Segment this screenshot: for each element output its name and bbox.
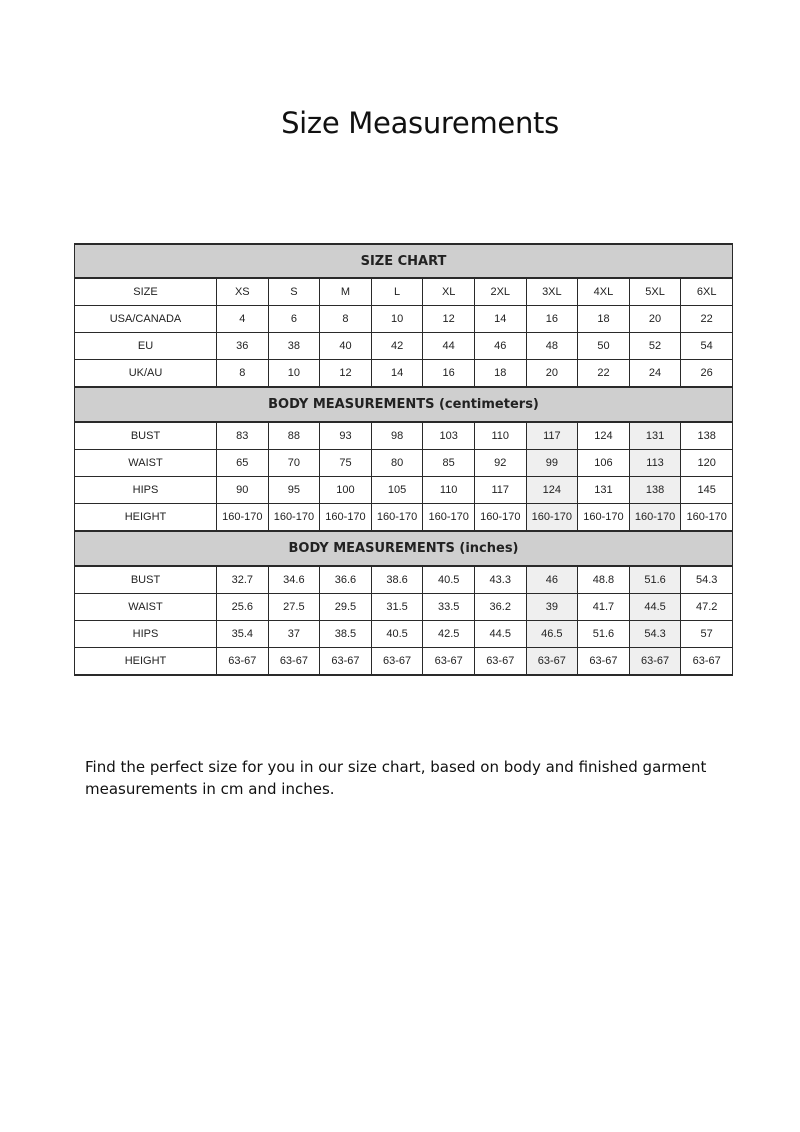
table-cell: 4XL <box>578 278 630 306</box>
row-label: HIPS <box>75 477 217 504</box>
table-cell: 63-67 <box>578 648 630 676</box>
table-cell: 98 <box>371 422 423 450</box>
size-chart-heading: SIZE CHART <box>75 244 733 278</box>
table-cell: 5XL <box>629 278 681 306</box>
table-cell: 70 <box>268 450 320 477</box>
table-cell: 113 <box>629 450 681 477</box>
table-cell: 124 <box>526 477 578 504</box>
row-label: UK/AU <box>75 360 217 388</box>
table-cell: 10 <box>268 360 320 388</box>
table-row <box>75 422 733 450</box>
table-cell: 63-67 <box>681 648 733 676</box>
table-cell: 20 <box>526 360 578 388</box>
table-cell: 46 <box>526 566 578 594</box>
table-cell: 40.5 <box>371 621 423 648</box>
table-cell: 63-67 <box>629 648 681 676</box>
table-cell: 44 <box>423 333 475 360</box>
table-cell: 33.5 <box>423 594 475 621</box>
table-cell: 160-170 <box>578 504 630 532</box>
body-cm-heading: BODY MEASUREMENTS (centimeters) <box>75 387 733 422</box>
table-cell: 14 <box>474 306 526 333</box>
table-cell: M <box>320 278 372 306</box>
table-cell: 32.7 <box>217 566 269 594</box>
table-cell: 6XL <box>681 278 733 306</box>
table-cell: 16 <box>423 360 475 388</box>
table-cell: 26 <box>681 360 733 388</box>
table-cell: 6 <box>268 306 320 333</box>
table-cell: 35.4 <box>217 621 269 648</box>
table-cell: 46 <box>474 333 526 360</box>
table-cell: 27.5 <box>268 594 320 621</box>
table-cell: 12 <box>423 306 475 333</box>
table-row <box>75 621 733 648</box>
table-row <box>75 278 733 306</box>
body-in-heading-row <box>75 531 733 566</box>
page-title: Size Measurements <box>281 106 559 140</box>
table-cell: 160-170 <box>474 504 526 532</box>
table-cell: 37 <box>268 621 320 648</box>
table-cell: 63-67 <box>474 648 526 676</box>
row-label: USA/CANADA <box>75 306 217 333</box>
row-label: WAIST <box>75 594 217 621</box>
table-cell: 48 <box>526 333 578 360</box>
table-cell: 145 <box>681 477 733 504</box>
table-row <box>75 566 733 594</box>
table-cell: 4 <box>217 306 269 333</box>
table-cell: 160-170 <box>371 504 423 532</box>
table-cell: 63-67 <box>526 648 578 676</box>
table-cell: 3XL <box>526 278 578 306</box>
body-cm-heading-row <box>75 387 733 422</box>
table-cell: 103 <box>423 422 475 450</box>
table-cell: 160-170 <box>423 504 475 532</box>
table-cell: 51.6 <box>578 621 630 648</box>
table-cell: 138 <box>629 477 681 504</box>
table-cell: 14 <box>371 360 423 388</box>
table-cell: 36.6 <box>320 566 372 594</box>
row-label: BUST <box>75 566 217 594</box>
size-chart-table <box>74 243 733 676</box>
table-cell: 12 <box>320 360 372 388</box>
table-cell: 131 <box>629 422 681 450</box>
table-cell: 63-67 <box>371 648 423 676</box>
table-row <box>75 360 733 388</box>
table-cell: 65 <box>217 450 269 477</box>
table-cell: 29.5 <box>320 594 372 621</box>
table-cell: 63-67 <box>268 648 320 676</box>
table-cell: 160-170 <box>320 504 372 532</box>
table-cell: 40 <box>320 333 372 360</box>
table-cell: 20 <box>629 306 681 333</box>
table-row <box>75 477 733 504</box>
table-cell: 160-170 <box>217 504 269 532</box>
table-row <box>75 594 733 621</box>
table-cell: 160-170 <box>268 504 320 532</box>
table-row <box>75 450 733 477</box>
table-cell: 18 <box>578 306 630 333</box>
table-cell: XL <box>423 278 475 306</box>
row-label: SIZE <box>75 278 217 306</box>
table-cell: 93 <box>320 422 372 450</box>
table-cell: 54 <box>681 333 733 360</box>
table-cell: 85 <box>423 450 475 477</box>
size-chart-heading-row <box>75 244 733 278</box>
table-cell: 54.3 <box>629 621 681 648</box>
table-cell: L <box>371 278 423 306</box>
table-cell: 117 <box>526 422 578 450</box>
table-cell: 90 <box>217 477 269 504</box>
table-cell: 22 <box>578 360 630 388</box>
table-cell: 43.3 <box>474 566 526 594</box>
table-cell: 138 <box>681 422 733 450</box>
table-row <box>75 306 733 333</box>
table-cell: 110 <box>423 477 475 504</box>
table-cell: 38 <box>268 333 320 360</box>
table-cell: 44.5 <box>629 594 681 621</box>
table-cell: 63-67 <box>217 648 269 676</box>
table-cell: 16 <box>526 306 578 333</box>
table-cell: 48.8 <box>578 566 630 594</box>
table-cell: 83 <box>217 422 269 450</box>
table-cell: 22 <box>681 306 733 333</box>
table-row <box>75 504 733 532</box>
table-cell: 2XL <box>474 278 526 306</box>
table-cell: 92 <box>474 450 526 477</box>
table-row <box>75 333 733 360</box>
row-label: HIPS <box>75 621 217 648</box>
table-cell: 39 <box>526 594 578 621</box>
row-label: BUST <box>75 422 217 450</box>
table-cell: 46.5 <box>526 621 578 648</box>
table-cell: 10 <box>371 306 423 333</box>
table-cell: 52 <box>629 333 681 360</box>
table-cell: S <box>268 278 320 306</box>
table-cell: 63-67 <box>320 648 372 676</box>
table-cell: 57 <box>681 621 733 648</box>
row-label: HEIGHT <box>75 504 217 532</box>
table-cell: 25.6 <box>217 594 269 621</box>
table-cell: 18 <box>474 360 526 388</box>
table-cell: 88 <box>268 422 320 450</box>
table-cell: 42 <box>371 333 423 360</box>
table-cell: 31.5 <box>371 594 423 621</box>
table-cell: 131 <box>578 477 630 504</box>
table-cell: 41.7 <box>578 594 630 621</box>
table-cell: 40.5 <box>423 566 475 594</box>
row-label: EU <box>75 333 217 360</box>
table-cell: 63-67 <box>423 648 475 676</box>
table-cell: 8 <box>320 306 372 333</box>
table-cell: 106 <box>578 450 630 477</box>
table-cell: 36 <box>217 333 269 360</box>
table-cell: 34.6 <box>268 566 320 594</box>
table-cell: 38.5 <box>320 621 372 648</box>
size-chart-description: Find the perfect size for you in our size chart, based on body and finished garment measurements in cm and inches. <box>85 758 707 798</box>
table-cell: 95 <box>268 477 320 504</box>
table-cell: 42.5 <box>423 621 475 648</box>
row-label: WAIST <box>75 450 217 477</box>
table-cell: 8 <box>217 360 269 388</box>
table-cell: 99 <box>526 450 578 477</box>
table-cell: 160-170 <box>526 504 578 532</box>
table-cell: 100 <box>320 477 372 504</box>
table-cell: 124 <box>578 422 630 450</box>
table-cell: 110 <box>474 422 526 450</box>
table-cell: 38.6 <box>371 566 423 594</box>
table-cell: 75 <box>320 450 372 477</box>
table-row <box>75 648 733 676</box>
table-cell: XS <box>217 278 269 306</box>
table-cell: 120 <box>681 450 733 477</box>
table-cell: 105 <box>371 477 423 504</box>
table-cell: 50 <box>578 333 630 360</box>
table-cell: 47.2 <box>681 594 733 621</box>
table-cell: 24 <box>629 360 681 388</box>
body-in-heading: BODY MEASUREMENTS (inches) <box>75 531 733 566</box>
row-label: HEIGHT <box>75 648 217 676</box>
table-cell: 44.5 <box>474 621 526 648</box>
table-cell: 36.2 <box>474 594 526 621</box>
table-cell: 80 <box>371 450 423 477</box>
table-cell: 160-170 <box>681 504 733 532</box>
table-cell: 160-170 <box>629 504 681 532</box>
table-cell: 51.6 <box>629 566 681 594</box>
table-cell: 54.3 <box>681 566 733 594</box>
table-cell: 117 <box>474 477 526 504</box>
